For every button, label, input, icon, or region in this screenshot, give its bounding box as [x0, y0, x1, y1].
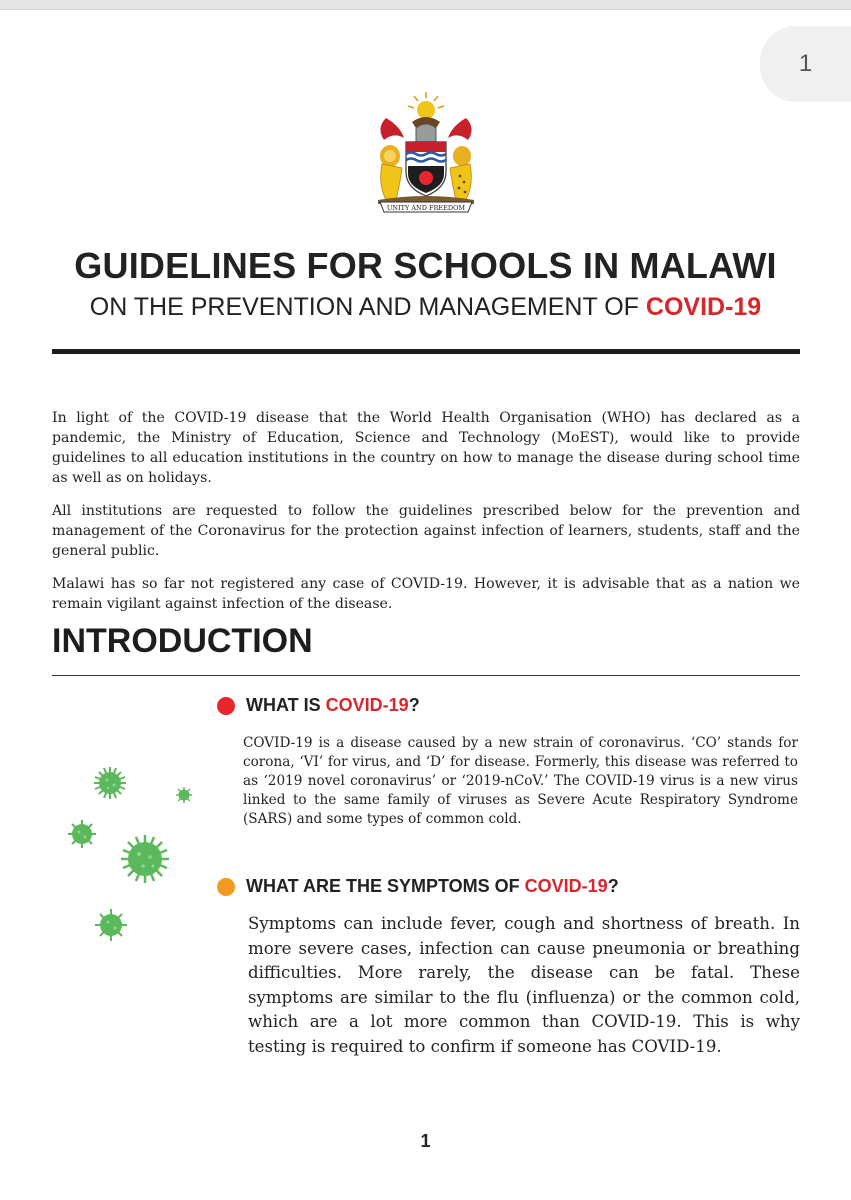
orange-bullet-icon [217, 878, 235, 896]
section-heading: INTRODUCTION [52, 622, 313, 660]
subtitle-text: ON THE PREVENTION AND MANAGEMENT OF [89, 293, 639, 321]
virus-icon [119, 833, 171, 885]
sun-emblem [408, 92, 444, 119]
document-subtitle [0, 293, 851, 322]
lion-supporter [380, 145, 402, 200]
question-highlight: COVID-19 [325, 695, 409, 715]
question-answer: COVID-19 is a disease caused by a new strain of coronavirus. ‘CO’ stands for corona, ‘VI’ for virus, and ‘D’ for disease. Formerly, this disease was referred to as ‘2019 novel coronavirus’ or ‘2019-nCoV.’ The COVID-19 virus is a new virus linked to the same family of viruses as Severe Acute Respiratory Syndrome (SARS) and some types of common cold. [243, 735, 798, 827]
question-suffix: ? [607, 876, 619, 896]
intro-paragraph: In light of the COVID-19 disease that the World Health Organisation (WHO) has declared as a pandemic, the Ministry of Education, Science and Technology (MoEST), would like to provide guidelines to all education institutions in the country on how to manage the disease during school time as well as on holidays. [52, 410, 800, 486]
virus-icon [66, 818, 98, 850]
shield [406, 142, 446, 196]
malawi-coat-of-arms-emblem [356, 88, 496, 216]
question-heading [246, 695, 420, 716]
question-highlight: COVID-19 [524, 876, 608, 896]
title-divider [52, 349, 800, 354]
intro-paragraph: Malawi has so far not registered any case of COVID-19. However, it is advisable that as a nation we remain vigilant against infection of the disease. [52, 576, 800, 612]
question-suffix: ? [408, 695, 420, 715]
page-top-edge [0, 0, 851, 10]
red-bullet-icon [217, 697, 235, 715]
page-tab-number: 1 [798, 50, 813, 77]
leopard-supporter [450, 146, 471, 200]
crest-motto: UNITY AND FREEDOM [386, 204, 466, 212]
page-number-tab [760, 26, 851, 102]
question-answer: Symptoms can include fever, cough and shortness of breath. In more severe cases, infection can cause pneumonia or breathing difficulties. More rarely, the disease can be fatal. These symptoms are similar to the flu (influenza) or the common cold, which are a lot more common than COVID-19. This is why testing is required to confirm if someone has COVID-19. [248, 914, 800, 1056]
section-divider [52, 675, 800, 676]
question-prefix: WHAT ARE THE SYMPTOMS OF [246, 876, 525, 896]
question-heading [246, 876, 619, 897]
footer-page-number: 1 [420, 1131, 431, 1151]
subtitle-highlight: COVID-19 [645, 293, 762, 321]
question-prefix: WHAT IS [246, 695, 326, 715]
intro-paragraphs [52, 408, 800, 627]
virus-icon [175, 786, 193, 804]
document-title: GUIDELINES FOR SCHOOLS IN MALAWI [74, 245, 777, 286]
virus-icon [92, 765, 128, 801]
intro-paragraph: All institutions are requested to follow the guidelines prescribed below for the prevention and management of the Coronavirus for the protection against infection of learners, students, staff and the general public. [52, 503, 800, 559]
virus-icon [93, 907, 129, 943]
